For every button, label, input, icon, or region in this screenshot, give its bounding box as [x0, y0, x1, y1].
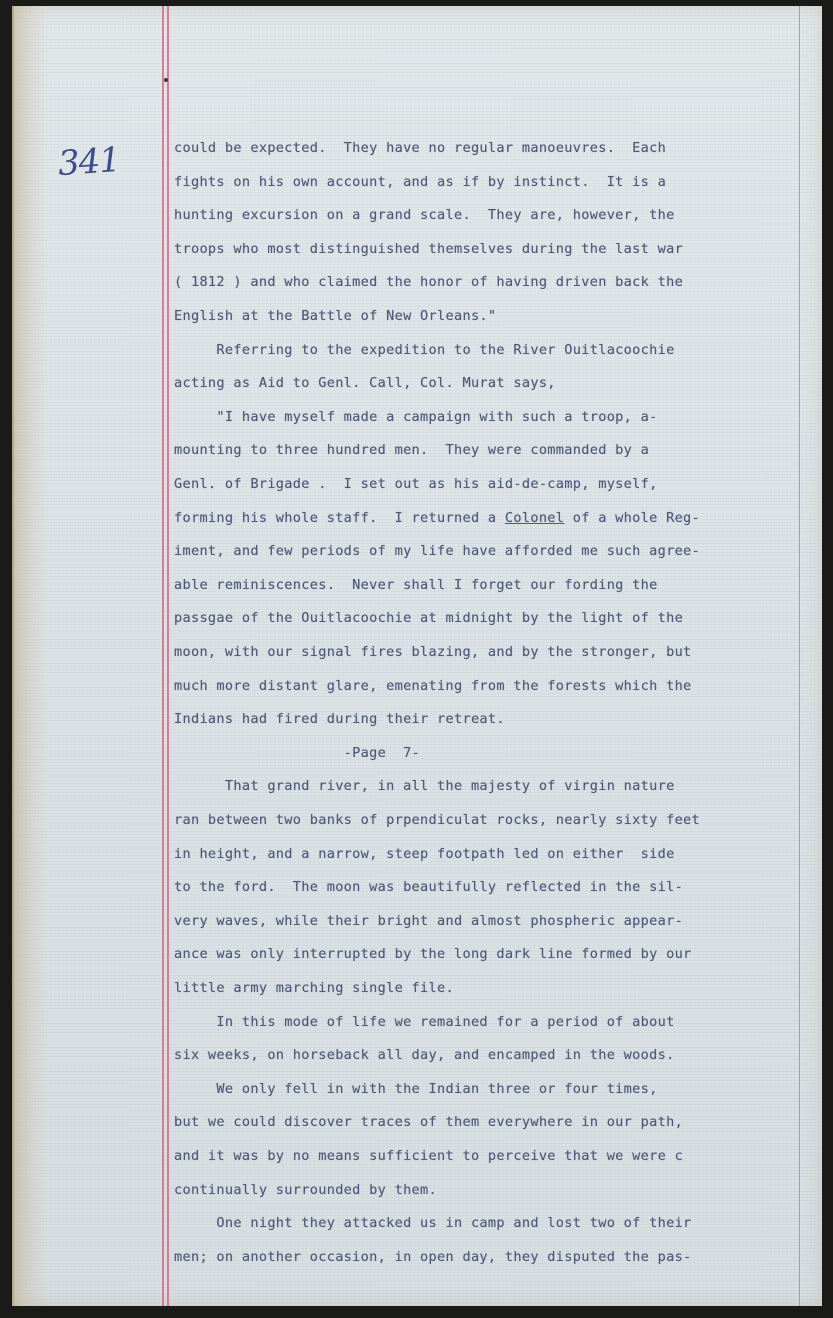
text-line: could be expected. They have no regular manoeuvres. Each: [174, 140, 667, 156]
margin-rule-right: [799, 6, 800, 1306]
text-line: much more distant glare, emenating from the forests which the: [174, 677, 692, 694]
text-line: passgae of the Ouitlacoochie at midnight by the light of the: [174, 610, 684, 627]
handwritten-page-number: 341: [56, 139, 122, 185]
text-line: little army marching single file.: [174, 980, 454, 996]
text-line: We only fell in with the Indian three or four times,: [174, 1080, 658, 1097]
text-line: -Page 7-: [174, 744, 421, 761]
text-line: Indians had fired during their retreat.: [174, 711, 505, 728]
text-line: but we could discover traces of them everywhere in our path,: [174, 1114, 684, 1131]
text-line: ( 1812 ) and who claimed the honor of having driven back the: [174, 274, 684, 291]
text-line: Genl. of Brigade . I set out as his aid-de-camp, myself,: [174, 476, 658, 492]
text-line: very waves, while their bright and almost phospheric appear-: [174, 912, 684, 929]
text-line: troops who most distinguished themselves during the last war: [174, 240, 684, 257]
text-line: English at the Battle of New Orleans.": [174, 308, 497, 324]
text-line: "I have myself made a campaign with such a troop, a-: [174, 408, 658, 425]
text-line: in height, and a narrow, steep footpath led on either side: [174, 845, 675, 862]
text-line: ran between two banks of prpendiculat rocks, nearly sixty feet: [174, 812, 701, 828]
text-line: mounting to three hundred men. They were commanded by a: [174, 442, 650, 459]
text-line: iment, and few periods of my life have afforded me such agree-: [174, 543, 701, 560]
text-line: ance was only interrupted by the long dark line formed by our: [174, 946, 692, 963]
margin-rule-left-inner: [167, 6, 169, 1306]
text-line: That grand river, in all the majesty of virgin nature: [174, 778, 675, 795]
text-line: Referring to the expedition to the River Ouitlacoochie: [174, 341, 675, 358]
text-line: In this mode of life we remained for a period of about: [174, 1013, 675, 1030]
text-line: acting as Aid to Genl. Call, Col. Murat says,: [174, 375, 556, 392]
text-line: fights on his own account, and as if by instinct. It is a: [174, 173, 667, 190]
underlined-word: Colonel: [504, 509, 565, 526]
text-line: hunting excursion on a grand scale. They are, however, the: [174, 207, 675, 224]
text-line: men; on another occasion, in open day, they disputed the pas-: [174, 1248, 692, 1265]
text-line: One night they attacked us in camp and lost two of their: [174, 1215, 692, 1232]
text-line: able reminiscences. Never shall I forget our fording the: [174, 576, 658, 593]
text-line: six weeks, on horseback all day, and encamped in the woods.: [174, 1047, 675, 1064]
text-line: forming his whole staff. I returned a Colonel of a whole Reg-: [174, 509, 701, 526]
edge-stain: [14, 6, 48, 1306]
margin-rule-left: [162, 6, 164, 1306]
text-line: to the ford. The moon was beautifully reflected in the sil-: [174, 879, 684, 896]
text-line: and it was by no means sufficient to perceive that we were c: [174, 1148, 684, 1164]
pin-hole: [164, 78, 168, 82]
typed-page: [12, 6, 822, 1306]
text-line: continually surrounded by them.: [174, 1181, 438, 1198]
text-line: moon, with our signal fires blazing, and by the stronger, but: [174, 644, 692, 660]
